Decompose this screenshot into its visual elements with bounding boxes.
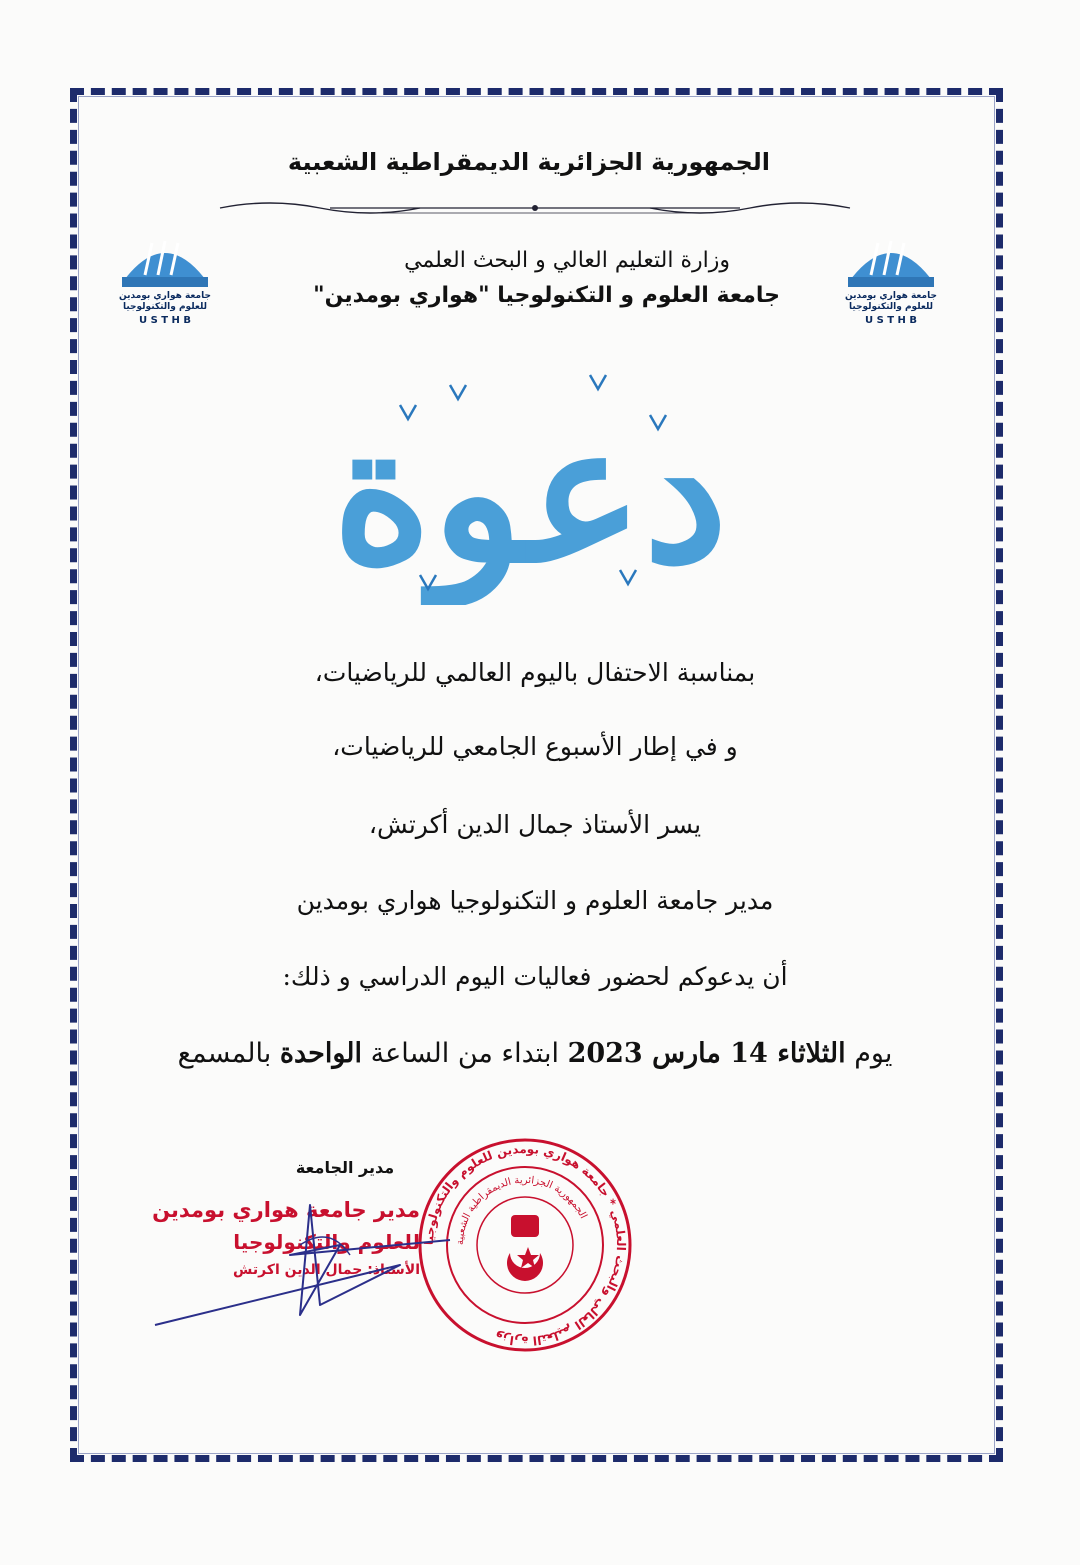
body-line-occasion: بمناسبة الاحتفال باليوم العالمي للرياضيات، bbox=[314, 658, 756, 687]
time-prefix: ابتداء من الساعة bbox=[370, 1038, 559, 1069]
university-heading: جامعة العلوم و التكنولوجيا "هواري بومدين" bbox=[313, 283, 780, 308]
body-line-invite: أن يدعوكم لحضور فعاليات اليوم الدراسي و ذلك: bbox=[282, 962, 788, 991]
stamp-line-name: الأستاذ: جمال الدين اكرتش bbox=[233, 1262, 420, 1278]
invitation-calligraphy-title bbox=[330, 345, 730, 605]
date-prefix: يوم bbox=[854, 1038, 893, 1069]
logo-left-abbr: U S T H B bbox=[138, 315, 192, 326]
event-date: الثلاثاء 14 مارس 2023 bbox=[567, 1038, 846, 1069]
body-line-host: يسر الأستاذ جمال الدين أكرتش، bbox=[368, 810, 702, 839]
body-line-host-title: مدير جامعة العلوم و التكنولوجيا هواري بومدين bbox=[296, 886, 774, 915]
event-time: الواحدة bbox=[279, 1038, 363, 1069]
body-line-date-time bbox=[150, 1038, 920, 1069]
logo-left-line1: جامعة هواري بومدين bbox=[119, 291, 211, 301]
logo-left-line2: للعلوم والتكنولوجيا bbox=[122, 302, 208, 312]
logo-right-abbr: U S T H B bbox=[864, 315, 918, 326]
republic-heading: الجمهورية الجزائرية الديمقراطية الشعبية bbox=[287, 148, 770, 176]
logo-right-line2: للعلوم والتكنولوجيا bbox=[848, 302, 934, 312]
handwritten-signature bbox=[150, 1185, 470, 1345]
stamp-line-university: للعلوم والتكنولوجيا bbox=[233, 1230, 420, 1254]
event-venue: بالمسمع bbox=[177, 1038, 272, 1069]
usthb-logo-left bbox=[110, 225, 220, 335]
seal-outer-text: وزارة التعليم العالي والبحث العلمي * جامعة هواري بومدين للعلوم والتكنولوجيا bbox=[421, 1141, 629, 1349]
divider-ornament-icon bbox=[210, 196, 860, 220]
logo-right-line1: جامعة هواري بومدين bbox=[845, 291, 937, 301]
body-line-context: و في إطار الأسبوع الجامعي للرياضيات، bbox=[332, 732, 738, 761]
director-label: مدير الجامعة bbox=[295, 1158, 395, 1177]
usthb-logo-right bbox=[836, 225, 946, 335]
seal-inner-text: الجمهورية الجزائرية الديمقراطية الشعبية bbox=[454, 1174, 589, 1246]
stamp-line-director: مدير جامعة هواري بومدين bbox=[152, 1198, 420, 1222]
ministry-heading: وزارة التعليم العالي و البحث العلمي bbox=[404, 248, 730, 273]
invitation-title-text: دعوة bbox=[332, 382, 728, 605]
